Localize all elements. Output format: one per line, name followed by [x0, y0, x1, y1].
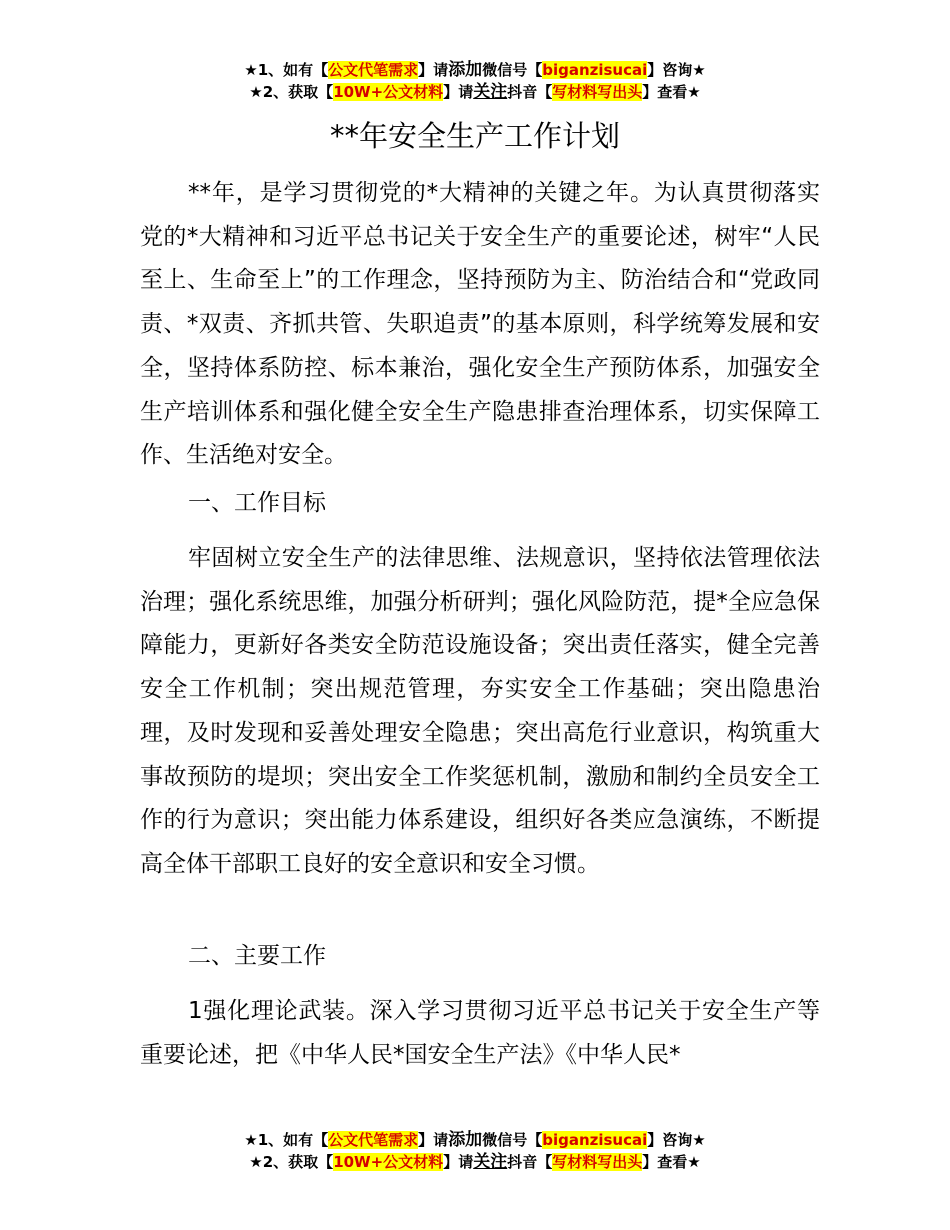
- intro-paragraph: **年，是学习贯彻党的*大精神的关键之年。为认真贯彻落实党的*大精神和习近平总书记关于安全生产的重要论述，树牢“人民至上、生命至上”的工作理念，坚持预防为主、防治结合和“党政同责、*双责、齐抓共管、失职追责”的基本原则，科学统筹发展和安全，坚持体系防控、标本兼治，强化安全生产预防体系，加强安全生产培训体系和强化健全安全生产隐患排查治理体系，切实保障工作、生活绝对安全。: [140, 180, 820, 469]
- promo-text: 】咨询★: [647, 1131, 706, 1149]
- promo-text: ★2、获取【: [249, 83, 334, 101]
- promo-text: ★1、如有【: [244, 61, 329, 79]
- promo-highlight: biganzisucai: [542, 61, 648, 79]
- promo-text: 】请: [443, 1153, 474, 1171]
- section-heading-goals: 一、工作目标: [188, 490, 326, 516]
- promo-text: 】查看★: [642, 1153, 701, 1171]
- promo-text: 微信号【: [482, 1131, 543, 1149]
- promo-text: ★2、获取【: [249, 1153, 334, 1171]
- promo-highlight: 10W+公文材料: [333, 83, 444, 101]
- promo-text: 微信号【: [482, 61, 543, 79]
- promo-line-1: [0, 1129, 950, 1151]
- promo-highlight: biganzisucai: [542, 1131, 648, 1149]
- section-heading-main-work: 二、主要工作: [188, 943, 326, 969]
- promo-highlight: 公文代笔需求: [328, 61, 419, 79]
- document-title: **年安全生产工作计划: [329, 119, 620, 153]
- promo-line-2: [0, 1151, 950, 1173]
- promo-emphasis: 添加: [448, 60, 483, 80]
- footer-promo-banner: [0, 1129, 950, 1173]
- promo-text: 】查看★: [642, 83, 701, 101]
- promo-text: 抖音【: [507, 1153, 553, 1171]
- promo-text: 】请: [443, 83, 474, 101]
- promo-highlight: 写材料写出头: [552, 83, 643, 101]
- promo-text: ★1、如有【: [244, 1131, 329, 1149]
- goals-paragraph: 牢固树立安全生产的法律思维、法规意识，坚持依法管理依法治理；强化系统思维，加强分析研判；强化风险防范，提*全应急保障能力，更新好各类安全防范设施设备；突出责任落实，健全完善安全工作机制；突出规范管理，夯实安全工作基础；突出隐患治理，及时发现和妥善处理安全隐患；突出高危行业意识，构筑重大事故预防的堤坝；突出安全工作奖惩机制，激励和制约全员安全工作的行为意识；突出能力体系建设，组织好各类应急演练，不断提高全体干部职工良好的安全意识和安全习惯。: [140, 545, 820, 877]
- promo-highlight: 10W+公文材料: [333, 1153, 444, 1171]
- promo-highlight: 写材料写出头: [552, 1153, 643, 1171]
- promo-emphasis: 添加: [448, 1130, 483, 1150]
- promo-text: 】请: [418, 1131, 449, 1149]
- promo-line-1: [0, 59, 950, 81]
- promo-text: 抖音【: [507, 83, 553, 101]
- promo-text: 】请: [418, 61, 449, 79]
- promo-line-2: [0, 81, 950, 103]
- main-work-item-1: 1强化理论武装。深入学习贯彻习近平总书记关于安全生产等重要论述，把《中华人民*国安全生产法》《中华人民*: [140, 998, 820, 1068]
- promo-emphasis: 关注: [473, 1152, 508, 1172]
- promo-emphasis: 关注: [473, 82, 508, 102]
- header-promo-banner: [0, 59, 950, 103]
- promo-text: 】咨询★: [647, 61, 706, 79]
- promo-highlight: 公文代笔需求: [328, 1131, 419, 1149]
